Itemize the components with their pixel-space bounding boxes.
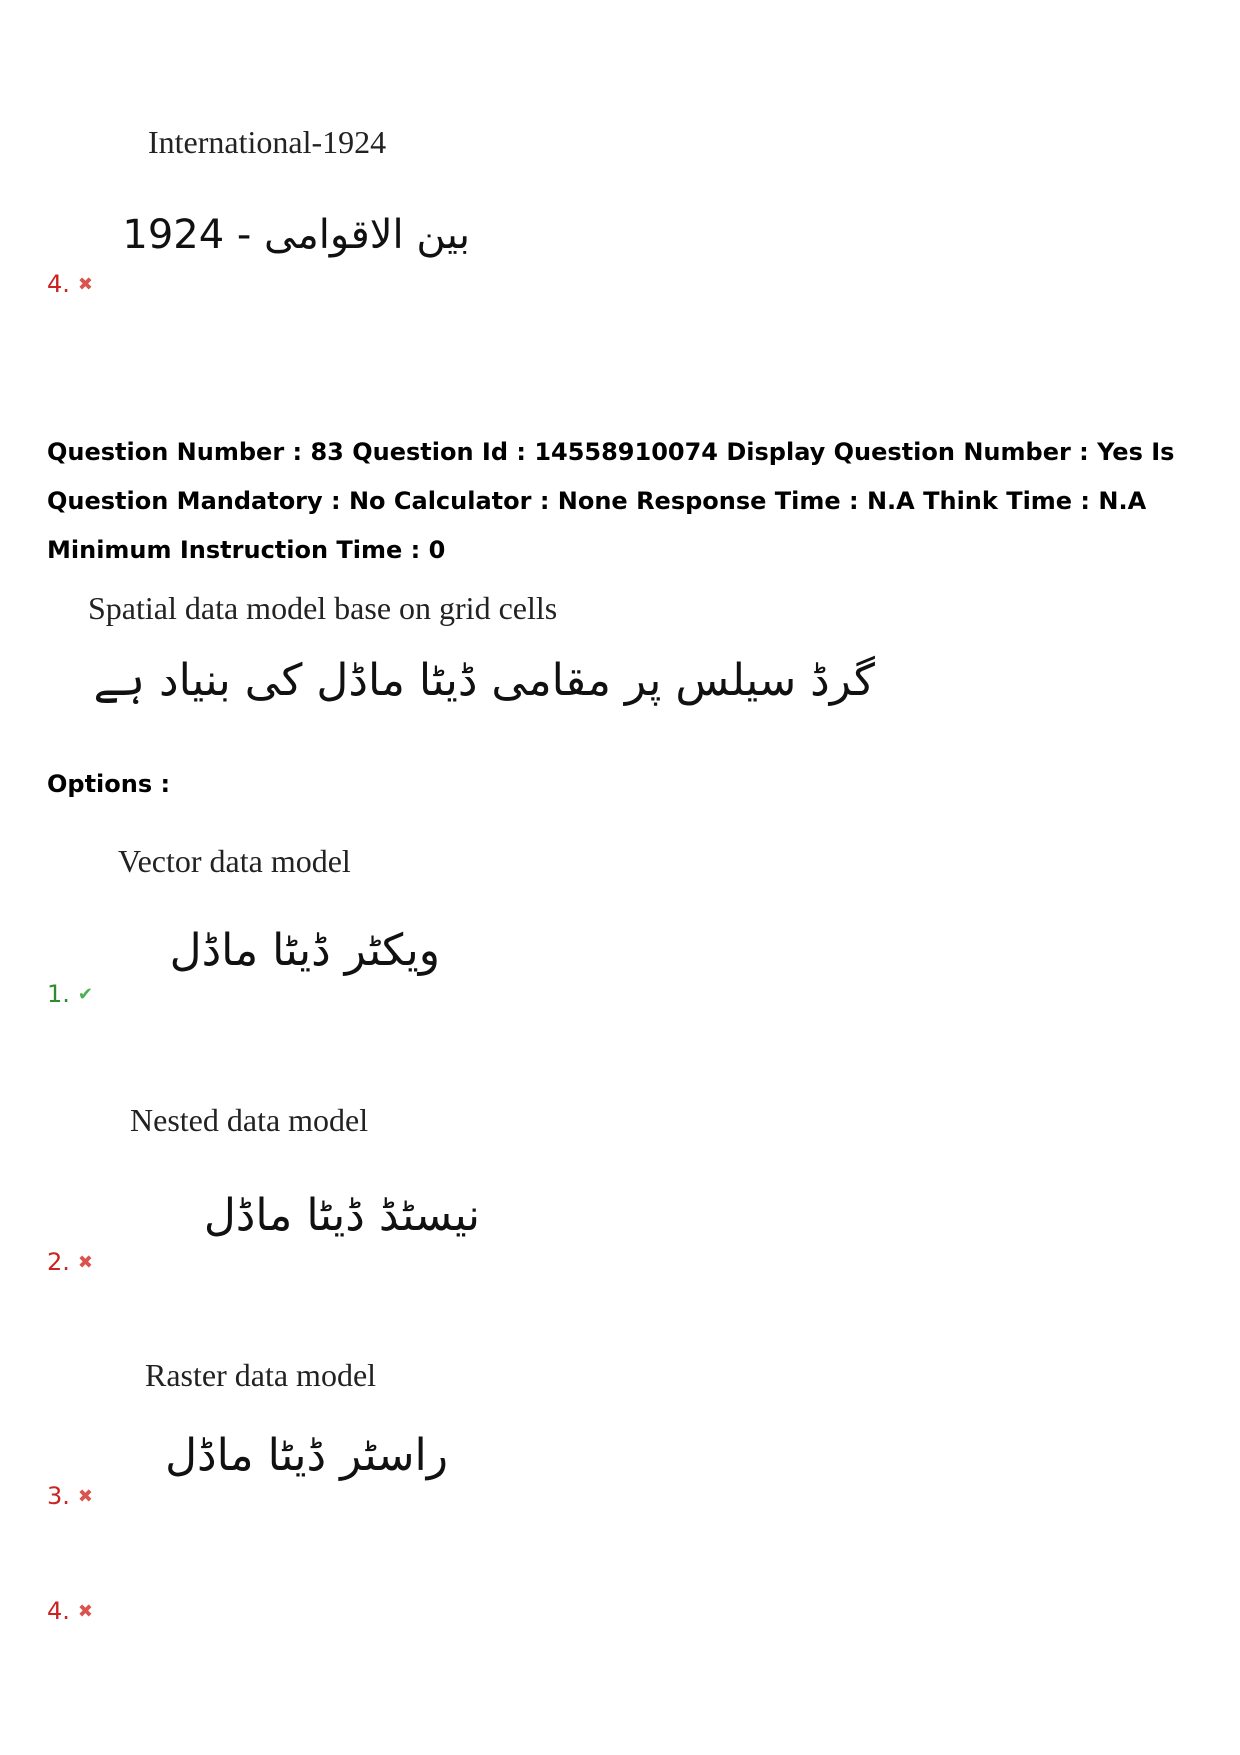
option-3-urdu: راسٹر ڈیٹا ماڈل <box>165 1430 448 1481</box>
cross-icon: ✖ <box>77 1251 93 1273</box>
option-2-urdu: نیسٹڈ ڈیٹا ماڈل <box>203 1190 480 1241</box>
option-1-number <box>47 980 93 1008</box>
question-meta: Question Number : 83 Question Id : 14558910074 Display Question Number : Yes Is Question Mandatory : No Calculator : None Response Time : N.A Think Time : N.A Minimum Instruction Time : 0 <box>47 438 1175 564</box>
option-4-number-text: 4. <box>47 1597 70 1625</box>
option-1-urdu: ویکٹر ڈیٹا ماڈل <box>169 925 440 976</box>
prev-option-english: International-1924 <box>148 124 387 160</box>
option-3-number-text: 3. <box>47 1482 70 1510</box>
option-3-number <box>47 1482 93 1510</box>
option-1-english: Vector data model <box>118 843 351 879</box>
prev-option-urdu: بین الاقوامی - 1924 <box>122 212 470 258</box>
question-english: Spatial data model base on grid cells <box>88 590 558 626</box>
prev-option-number-text: 4. <box>47 270 70 298</box>
cross-icon: ✖ <box>77 273 93 295</box>
options-label: Options : <box>47 770 171 798</box>
option-4-number <box>47 1597 93 1625</box>
cross-icon: ✖ <box>77 1600 93 1622</box>
option-2-english: Nested data model <box>130 1102 369 1138</box>
question-urdu: گرڈ سیلس پر مقامی ڈیٹا ماڈل کی بنیاد ہے <box>93 655 875 706</box>
check-icon: ✔ <box>77 983 93 1005</box>
option-2-number-text: 2. <box>47 1248 70 1276</box>
prev-option-number <box>47 270 93 298</box>
cross-icon: ✖ <box>77 1485 93 1507</box>
option-1-number-text: 1. <box>47 980 70 1008</box>
option-3-english: Raster data model <box>145 1357 377 1393</box>
option-2-number <box>47 1248 93 1276</box>
